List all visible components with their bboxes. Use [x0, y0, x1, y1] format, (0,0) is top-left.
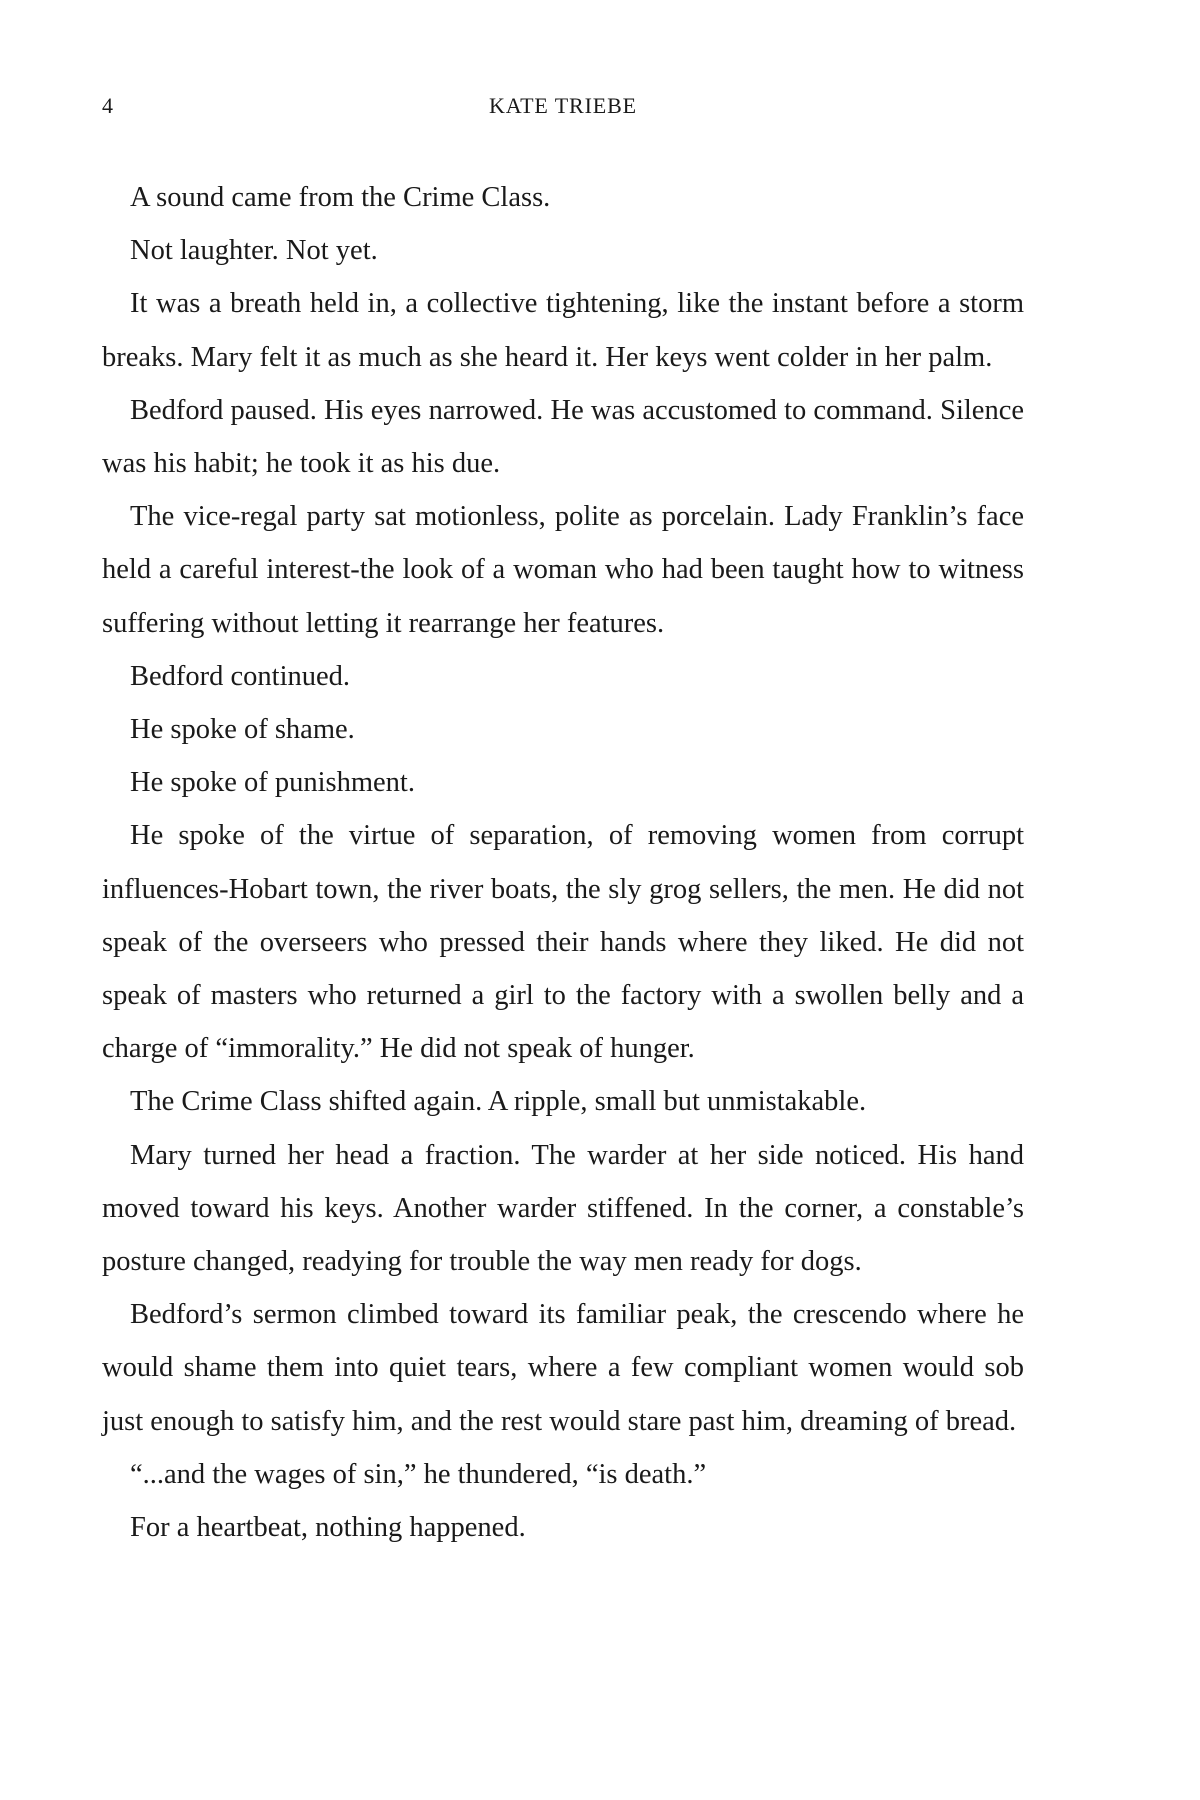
- running-title: KATE TRIEBE: [489, 93, 637, 118]
- running-head: [102, 90, 1024, 122]
- paragraph: He spoke of punishment.: [130, 767, 415, 799]
- paragraph: Not laughter. Not yet.: [130, 235, 378, 267]
- body-text: [102, 171, 1024, 1554]
- paragraph: The Crime Class shifted again. A ripple, small but unmistakable.: [130, 1086, 867, 1118]
- paragraph: The vice-regal party sat motionless, polite as porcelain. Lady Franklin’s face held a careful interest-the look of a woman who had been taught how to witness suffering without letting it rearrange her features.: [102, 501, 1024, 639]
- paragraph: Mary turned her head a fraction. The warder at her side noticed. His hand moved toward his keys. Another warder stiffened. In the corner, a constable’s posture changed, readying for trouble the way men ready for dogs.: [102, 1139, 1024, 1278]
- paragraph: “...and the wages of sin,” he thundered, “is death.”: [130, 1458, 707, 1490]
- paragraph: For a heartbeat, nothing happened.: [130, 1512, 526, 1544]
- page-number: 4: [102, 93, 113, 118]
- paragraph: Bedford’s sermon climbed toward its familiar peak, the crescendo where he would shame them into quiet tears, where a few compliant women would sob just enough to satisfy him, and the rest would stare past him, dreaming of bread.: [102, 1299, 1024, 1437]
- paragraph: He spoke of shame.: [130, 714, 355, 746]
- paragraph: A sound came from the Crime Class.: [130, 182, 551, 213]
- paragraph: Bedford paused. His eyes narrowed. He was accustomed to command. Silence was his habit; he took it as his due.: [102, 394, 1024, 480]
- paragraph: He spoke of the virtue of separation, of removing women from corrupt influences-Hobart town, the river boats, the sly grog sellers, the men. He did not speak of the overseers who pressed their hands where they liked. He did not speak of masters who returned a girl to the factory with a swollen belly and a charge of “immorality.” He did not speak of hunger.: [102, 820, 1024, 1065]
- paragraph: Bedford continued.: [130, 660, 351, 692]
- paragraph: It was a breath held in, a collective tightening, like the instant before a storm breaks. Mary felt it as much as she heard it. Her keys went colder in her palm.: [102, 288, 1024, 373]
